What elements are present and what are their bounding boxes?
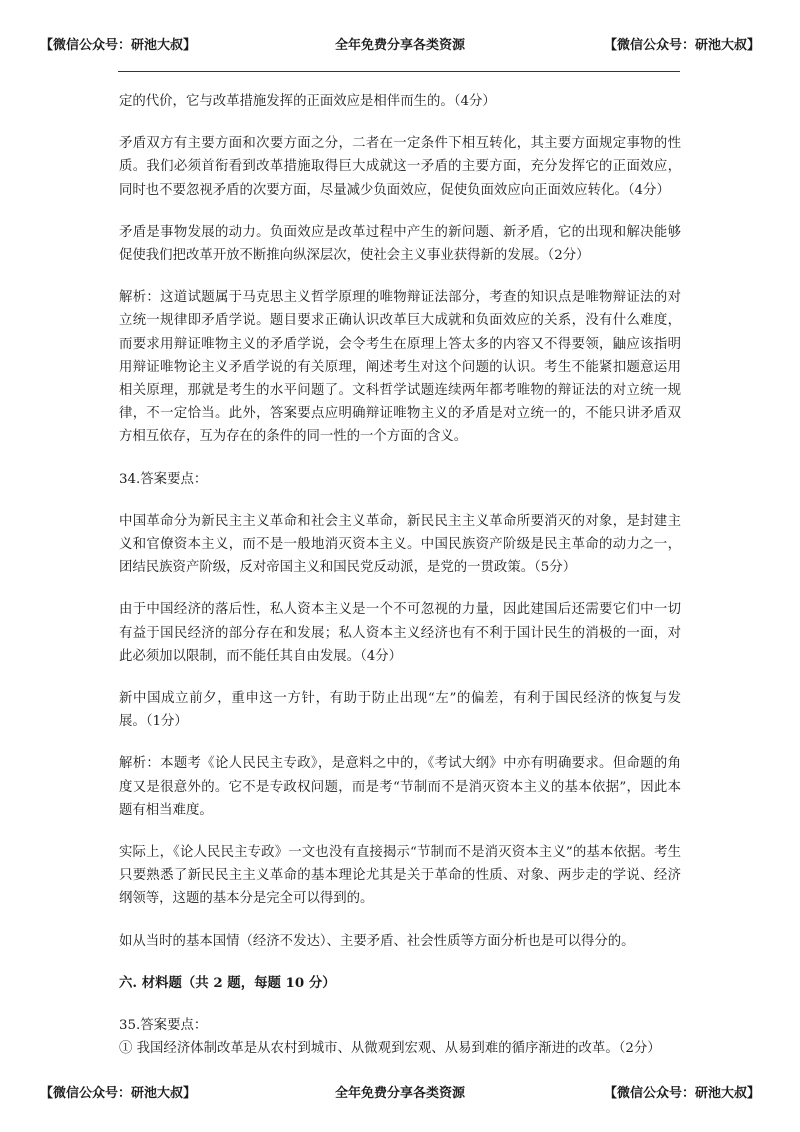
page-footer: [0, 1082, 800, 1104]
footer-left-label: 【微信公众号：研池大叔】: [40, 1086, 197, 1101]
paragraph: 矛盾是事物发展的动力。负面效应是改革过程中产生的新问题、新矛盾，它的出现和解决能够促使我们把改革开放不断推向纵深层次，使社会主义事业获得新的发展。（2分）: [119, 224, 681, 264]
list-item: ① 我国经济体制改革是从农村到城市、从微观到宏观、从易到难的循序渐进的改革。（2分）: [119, 1041, 661, 1057]
paragraph: 新中国成立前夕，重申这一方针，有助于防止出现“左”的偏差，有利于国民经济的恢复与发展。（1分）: [119, 691, 681, 730]
answer-heading: 35.答案要点：: [119, 1018, 208, 1034]
answer-heading: 34.答案要点：: [119, 471, 208, 487]
document-body: [119, 90, 681, 1061]
paragraph: 矛盾双方有主要方面和次要方面之分，二者在一定条件下相互转化，其主要方面规定事物的性质。我们必须首衔看到改革措施取得巨大成就这一矛盾的主要方面，充分发挥它的正面效应，同时也不要忽视矛盾的次要方面，尽量减少负面效应，促使负面效应向正面效应转化。（4分）: [119, 136, 681, 198]
paragraph: 中国革命分为新民主主义革命和社会主义革命，新民民主主义革命所要消灭的对象，是封建主义和官僚资本主义，而不是一般地消灭资本主义。中国民族资产阶级是民主革命的动力之一，团结民族资产阶级，反对帝国主义和国民党反动派，是党的一贯政策。（5分）: [119, 513, 681, 576]
footer-center-label: 全年免费分享各类资源: [334, 1086, 465, 1101]
header-right-label: 【微信公众号：研池大叔】: [603, 38, 760, 53]
header-divider: [118, 71, 680, 72]
section-heading: 六. 材料题（共 2 题，每题 10 分）: [119, 974, 336, 991]
footer-right-label: 【微信公众号：研池大叔】: [603, 1086, 760, 1101]
paragraph: 实际上，《论人民民主专政》一文也没有直接揭示“节制而不是消灭资本主义”的基本依据。考生只要熟悉了新民民主主义革命的基本理论尤其是关于革命的性质、对象、两步走的学说、经济纲领等，这题的基本分是完全可以得到的。: [119, 845, 681, 907]
page-header: [0, 34, 800, 56]
paragraph: 如从当时的基本国情（经济不发达）、主要矛盾、社会性质等方面分析也是可以得分的。: [119, 933, 635, 949]
paragraph: 由于中国经济的落后性，私人资本主义是一个不可忽视的力量，因此建国后还需要它们中一切有益于国民经济的部分存在和发展；私人资本主义经济也有不利于国计民生的消极的一面，对此必须加以限制，而不能任其自由发展。（4分）: [119, 602, 681, 664]
analysis-paragraph: 解析：这道试题属于马克思主义哲学原理的唯物辩证法部分，考查的知识点是唯物辩证法的对立统一规律即矛盾学说。题目要求正确认识改革巨大成就和负面效应的关系，没有什么难度，而要求用辩证唯物主义的矛盾学说，会令考生在原理上答太多的内容又不得要领，鼬应该指明用辩证唯物论主义矛盾学说的有关原理，阐述考生对这个问题的认识。考生不能紧扣题意运用相关原理，那就是考生的水平问题了。文科哲学试题连续两年都考唯物的辩证法的对立统一规律，不一定恰当。此外，答案要点应明确辩证唯物主义的矛盾是对立统一的，不能只讲矛盾双方相互依存，互为存在的条件的同一性的一个方面的含义。: [119, 290, 681, 445]
header-center-label: 全年免费分享各类资源: [334, 38, 465, 53]
header-left-label: 【微信公众号：研池大叔】: [40, 38, 197, 53]
analysis-paragraph: 解析：本题考《论人民民主专政》，是意料之中的，《考试大纲》中亦有明确要求。但命题的角度又是很意外的。它不是专政权问题，而是考“节制而不是消灭资本主义的基本依据”，因此本题有相当难度。: [119, 756, 681, 818]
paragraph: 定的代价，它与改革措施发挥的正面效应是相伴而生的。（4分）: [119, 94, 496, 109]
